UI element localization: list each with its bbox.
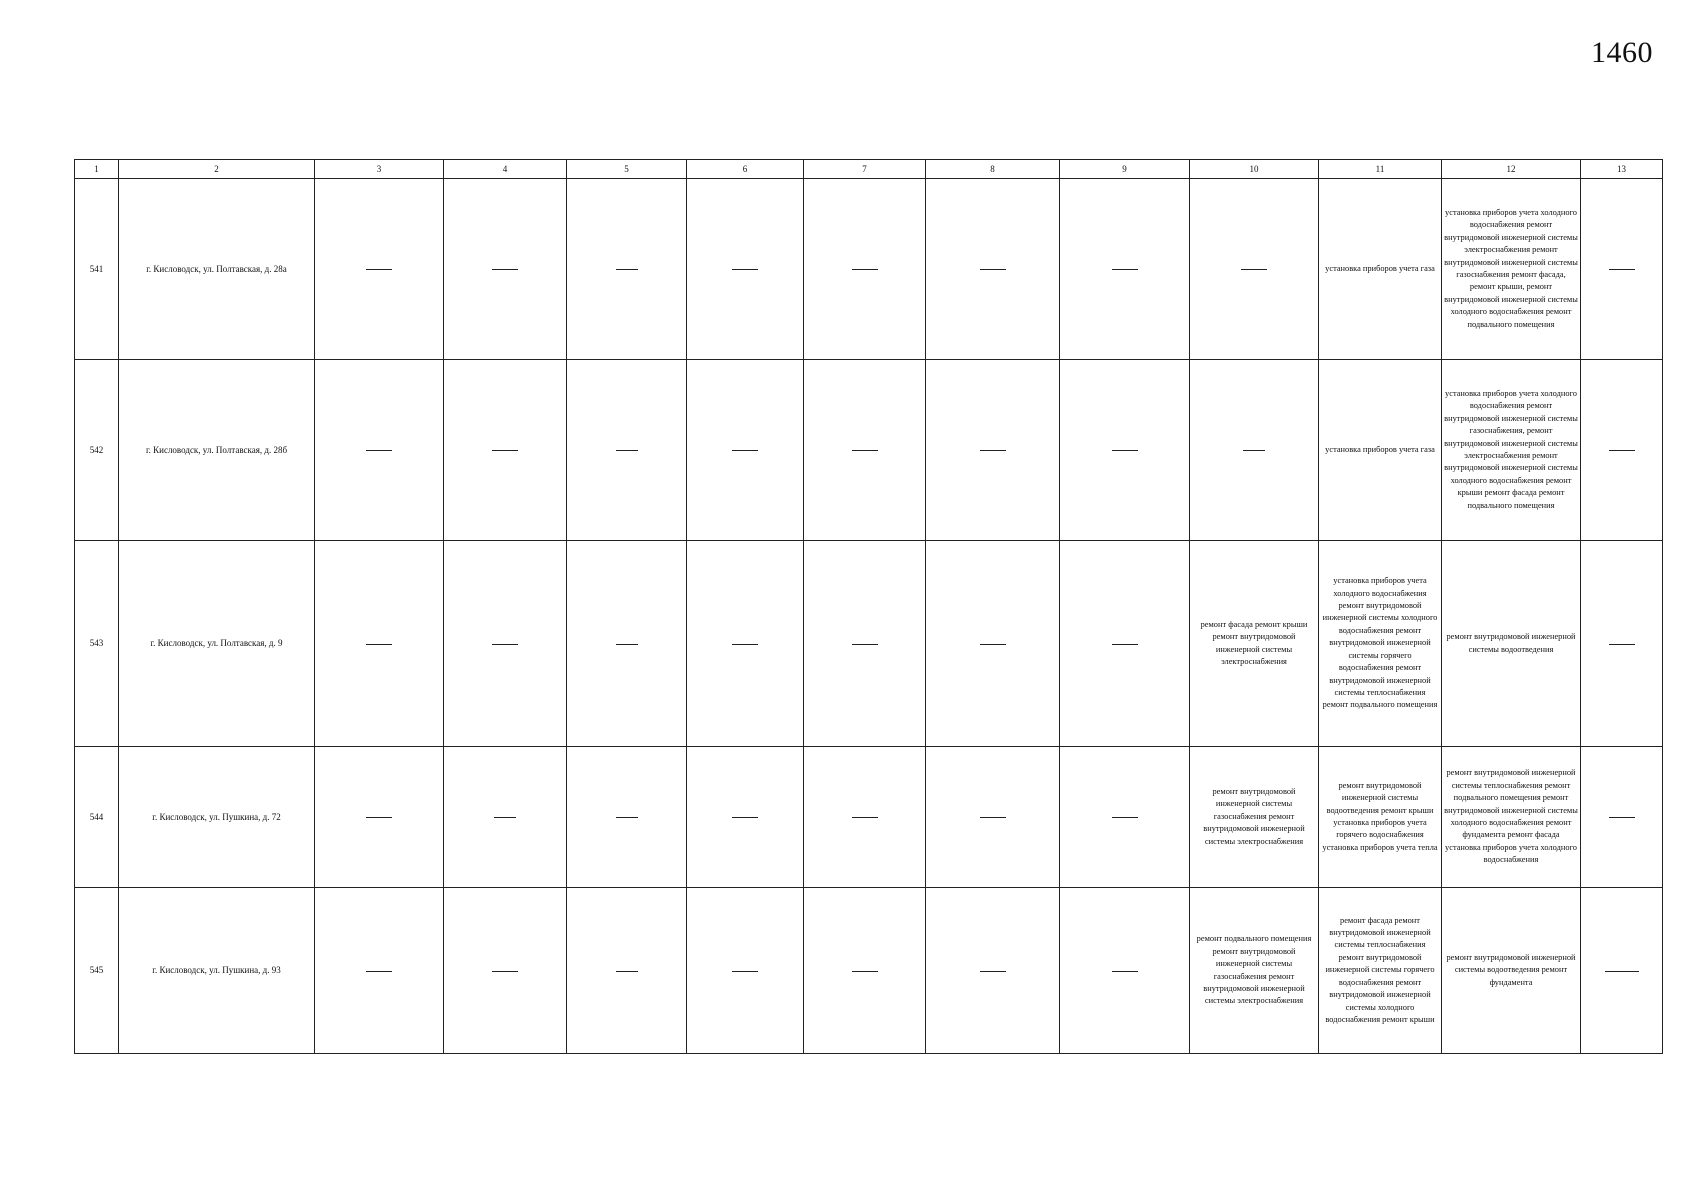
column-header: 11 [1319, 160, 1442, 179]
row-number: 541 [75, 179, 119, 360]
empty-cell [1581, 360, 1663, 541]
column-header: 2 [119, 160, 315, 179]
empty-cell [687, 179, 804, 360]
works-cell-10: ремонт фасада ремонт крыши ремонт внутридомовой инженерной системы электроснабжения [1190, 541, 1319, 747]
row-number: 544 [75, 747, 119, 888]
page-number: 1460 [1591, 36, 1653, 69]
dash-mark [732, 971, 758, 972]
table-row [75, 888, 1663, 1054]
dash-mark [1112, 450, 1138, 451]
empty-cell [926, 179, 1060, 360]
dash-mark [1112, 269, 1138, 270]
empty-cell [1581, 888, 1663, 1054]
empty-cell [926, 541, 1060, 747]
dash-mark [616, 971, 638, 972]
empty-cell [444, 747, 567, 888]
column-header: 9 [1060, 160, 1190, 179]
column-header: 1 [75, 160, 119, 179]
empty-cell [926, 747, 1060, 888]
dash-mark [852, 644, 878, 645]
row-number: 542 [75, 360, 119, 541]
column-header: 7 [804, 160, 926, 179]
empty-cell [1060, 179, 1190, 360]
dash-mark [852, 450, 878, 451]
empty-cell [1581, 179, 1663, 360]
empty-cell [1060, 360, 1190, 541]
table-row [75, 360, 1663, 541]
dash-mark [1609, 269, 1635, 270]
works-cell-11: установка приборов учета холодного водоснабжения ремонт внутридомовой инженерной системы холодного водоснабжения ремонт внутридомовой инженерной системы горячего водоснабжения ремонт внутридомовой инженерной системы теплоснабжения ремонт подвального помещения [1319, 541, 1442, 747]
dash-mark [366, 269, 392, 270]
dash-mark [1605, 971, 1639, 972]
empty-cell [567, 360, 687, 541]
row-number: 545 [75, 888, 119, 1054]
dash-mark [852, 269, 878, 270]
dash-mark [980, 450, 1006, 451]
dash-mark [366, 971, 392, 972]
empty-cell [687, 747, 804, 888]
empty-cell [1060, 888, 1190, 1054]
dash-mark [366, 817, 392, 818]
works-cell-12: ремонт внутридомовой инженерной системы водоотведения [1442, 541, 1581, 747]
empty-cell [444, 360, 567, 541]
empty-cell [1190, 360, 1319, 541]
works-cell-10: ремонт подвального помещения ремонт внутридомовой инженерной системы газоснабжения ремонт внутридомовой инженерной системы электроснабжения [1190, 888, 1319, 1054]
row-address: г. Кисловодск, ул. Полтавская, д. 9 [119, 541, 315, 747]
empty-cell [687, 888, 804, 1054]
dash-mark [492, 450, 518, 451]
dash-mark [366, 644, 392, 645]
empty-cell [1060, 541, 1190, 747]
empty-cell [804, 179, 926, 360]
dash-mark [494, 817, 516, 818]
empty-cell [444, 541, 567, 747]
empty-cell [926, 888, 1060, 1054]
dash-mark [732, 269, 758, 270]
dash-mark [616, 644, 638, 645]
dash-mark [980, 817, 1006, 818]
empty-cell [567, 888, 687, 1054]
empty-cell [315, 360, 444, 541]
table-row [75, 541, 1663, 747]
empty-cell [567, 541, 687, 747]
empty-cell [1581, 747, 1663, 888]
empty-cell [804, 888, 926, 1054]
works-cell-12: ремонт внутридомовой инженерной системы теплоснабжения ремонт подвального помещения ремонт внутридомовой инженерной системы холодного водоснабжения ремонт фундамента ремонт фасада установка приборов учета холодного водоснабжения [1442, 747, 1581, 888]
dash-mark [1241, 269, 1267, 270]
empty-cell [804, 360, 926, 541]
column-header: 3 [315, 160, 444, 179]
dash-mark [1112, 817, 1138, 818]
works-cell-11: установка приборов учета газа [1319, 179, 1442, 360]
empty-cell [926, 360, 1060, 541]
empty-cell [315, 747, 444, 888]
dash-mark [492, 269, 518, 270]
dash-mark [1112, 644, 1138, 645]
empty-cell [687, 541, 804, 747]
row-address: г. Кисловодск, ул. Полтавская, д. 28а [119, 179, 315, 360]
empty-cell [804, 747, 926, 888]
dash-mark [980, 971, 1006, 972]
empty-cell [315, 179, 444, 360]
dash-mark [980, 644, 1006, 645]
works-cell-12: ремонт внутридомовой инженерной системы водоотведения ремонт фундамента [1442, 888, 1581, 1054]
dash-mark [732, 644, 758, 645]
dash-mark [492, 644, 518, 645]
column-header: 5 [567, 160, 687, 179]
empty-cell [315, 541, 444, 747]
empty-cell [567, 179, 687, 360]
header-row [75, 160, 1663, 179]
works-cell-11: ремонт фасада ремонт внутридомовой инженерной системы теплоснабжения ремонт внутридомовой инженерной системы горячего водоснабжения ремонт внутридомовой инженерной системы холодного водоснабжения ремонт крыши [1319, 888, 1442, 1054]
row-address: г. Кисловодск, ул. Пушкина, д. 93 [119, 888, 315, 1054]
dash-mark [1609, 450, 1635, 451]
row-address: г. Кисловодск, ул. Пушкина, д. 72 [119, 747, 315, 888]
dash-mark [852, 817, 878, 818]
column-header: 8 [926, 160, 1060, 179]
works-cell-11: ремонт внутридомовой инженерной системы водоотведения ремонт крыши установка приборов учета горячего водоснабжения установка приборов учета тепла [1319, 747, 1442, 888]
capital-repair-table [74, 159, 1663, 1054]
dash-mark [732, 817, 758, 818]
dash-mark [1609, 644, 1635, 645]
empty-cell [687, 360, 804, 541]
works-cell-12: установка приборов учета холодного водоснабжения ремонт внутридомовой инженерной системы газоснабжения, ремонт внутридомовой инженерной системы электроснабжения ремонт внутридомовой инженерной системы холодного водоснабжения ремонт крыши ремонт фасада ремонт подвального помещения [1442, 360, 1581, 541]
dash-mark [732, 450, 758, 451]
empty-cell [444, 179, 567, 360]
dash-mark [852, 971, 878, 972]
row-address: г. Кисловодск, ул. Полтавская, д. 28б [119, 360, 315, 541]
dash-mark [1243, 450, 1265, 451]
column-header: 10 [1190, 160, 1319, 179]
table-row [75, 179, 1663, 360]
dash-mark [616, 817, 638, 818]
dash-mark [980, 269, 1006, 270]
dash-mark [1112, 971, 1138, 972]
dash-mark [1609, 817, 1635, 818]
empty-cell [804, 541, 926, 747]
empty-cell [315, 888, 444, 1054]
dash-mark [492, 971, 518, 972]
works-cell-10: ремонт внутридомовой инженерной системы газоснабжения ремонт внутридомовой инженерной системы электроснабжения [1190, 747, 1319, 888]
column-header: 12 [1442, 160, 1581, 179]
dash-mark [616, 450, 638, 451]
column-header: 4 [444, 160, 567, 179]
column-header: 13 [1581, 160, 1663, 179]
dash-mark [616, 269, 638, 270]
works-cell-11: установка приборов учета газа [1319, 360, 1442, 541]
dash-mark [366, 450, 392, 451]
table-row [75, 747, 1663, 888]
empty-cell [567, 747, 687, 888]
row-number: 543 [75, 541, 119, 747]
works-cell-12: установка приборов учета холодного водоснабжения ремонт внутридомовой инженерной системы электроснабжения ремонт внутридомовой инженерной системы газоснабжения ремонт фасада, ремонт крыши, ремонт внутридомовой инженерной системы холодного водоснабжения ремонт подвального помещения [1442, 179, 1581, 360]
column-header: 6 [687, 160, 804, 179]
empty-cell [1190, 179, 1319, 360]
empty-cell [1581, 541, 1663, 747]
empty-cell [444, 888, 567, 1054]
empty-cell [1060, 747, 1190, 888]
